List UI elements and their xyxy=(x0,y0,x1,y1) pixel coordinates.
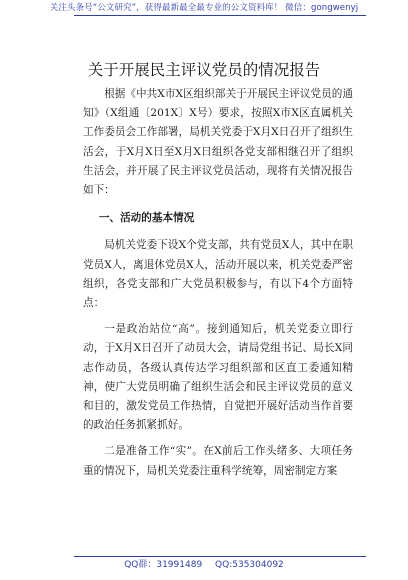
paragraph-gap xyxy=(83,435,353,442)
intro-paragraph: 根据《中共X市X区组织部关于开展民主评议党员的通知》（X组通〔201X〕X号）要求，按照X市X区直属机关工作委员会工作部署，局机关党委于X月X日召开了组织生活会，于X月X日至X月X日组织各党支部相继召开了组织生活会，并开展了民主评议党员活动，现将有关情况报告如下： xyxy=(83,88,353,197)
body-paragraph: 二是准备工作“实”。在X前后工作头绪多、大项任务重的情况下，局机关党委注重科学统筹，周密制定方案 xyxy=(83,445,353,477)
body-paragraph: 局机关党委下设X个党支部，共有党员X人，其中在职党员X人，离退休党员X人，活动开展以来，机关党委严密组织，各党支部和广大党员积极参与，有以下4个方面特点： xyxy=(83,239,353,310)
document-title: 关于开展民主评议党员的情况报告 xyxy=(87,61,321,79)
section-heading: 一、活动的基本情况 xyxy=(98,212,195,225)
document-body xyxy=(83,85,353,481)
header-banner: 关注头条号“公文研究”，获得最新最全最专业的公文资料库！ 微信：gongwenyj xyxy=(49,3,359,13)
footer-qq: QQ:535304092 xyxy=(215,560,284,570)
footer-divider xyxy=(74,556,366,557)
header-divider xyxy=(74,15,366,16)
footer xyxy=(0,559,408,571)
paragraph-gap xyxy=(83,313,353,320)
body-paragraph: 一是政治站位“高”。接到通知后，机关党委立即行动，于X月X日召开了动员大会，请局党组书记、局长X同志作动员，各级认真传达学习组织部和区直工委通知精神，使广大党员明确了组织生活会和民主评议党员的意义和目的，激发党员工作热情，自觉把开展好活动当作首要的政治任务抓紧抓好。 xyxy=(83,323,353,432)
footer-qq-group: QQ群：31991489 xyxy=(124,560,203,570)
